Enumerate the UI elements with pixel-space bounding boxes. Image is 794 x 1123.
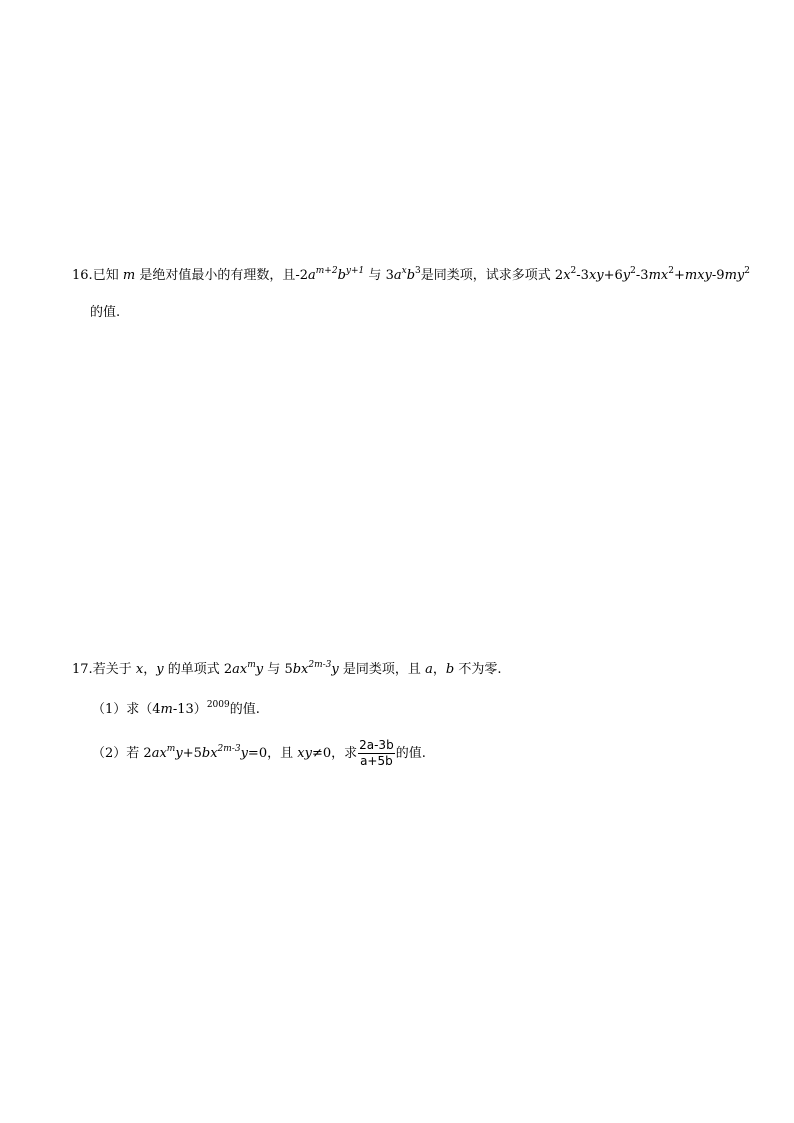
question-17-part-1: （1）求$(4m-13)^{2009}$的值. xyxy=(92,700,260,717)
part-label: （2）若 xyxy=(92,746,140,761)
text: 已知 xyxy=(92,268,119,283)
monomial-2: $3a^xb^3$ xyxy=(385,266,421,283)
fraction-numerator: 2a-3b xyxy=(359,738,394,752)
text: 是同类项，且 xyxy=(342,662,421,677)
text: 是同类项，试求多项式 xyxy=(420,268,551,283)
text: 与 xyxy=(368,268,382,283)
text: 与 xyxy=(267,662,281,677)
var-b: b xyxy=(445,662,455,677)
text: 若关于 xyxy=(92,662,132,677)
text: 的值. xyxy=(90,305,121,320)
part-label: （1）求（4 xyxy=(92,702,161,717)
question-17-line-1: 17.若关于 x，y 的单项式 $2ax^my$ 与 $5bx^{2m-3}y$ 是同类项，且 a，b 不为零. xyxy=(72,660,502,677)
monomial-1: $-2a^{m+2}b^{y+1}$ xyxy=(295,266,365,283)
fraction xyxy=(358,738,395,769)
monomial-2: $5bx^{2m-3}y$ xyxy=(284,660,339,677)
question-16-line-2 xyxy=(90,303,120,323)
var-x: x xyxy=(135,662,144,677)
var-a: a xyxy=(425,662,433,677)
question-17-part-2: （2）若 $2ax^my+5bx^{2m-3}y=0$，且 xy≠0，求 $\frac{2a-3b}{a+5b}$ 的值. xyxy=(92,738,426,768)
var-y: y xyxy=(156,662,164,677)
text: 的单项式 xyxy=(167,662,220,677)
monomial-1: $2ax^my$ xyxy=(223,660,264,677)
question-number: 16. xyxy=(72,268,93,283)
fraction-denominator: a+5b xyxy=(360,754,393,768)
question-number: 17. xyxy=(72,662,93,677)
polynomial: $2x^2-3xy+6y^2-3mx^2+mxy-9my^2$ xyxy=(554,266,750,283)
question-16-line-1 xyxy=(72,266,750,286)
var-m: m xyxy=(122,268,136,283)
text: 不为零. xyxy=(458,662,502,677)
equation: $2ax^my+5bx^{2m-3}y=0$ xyxy=(143,744,268,761)
text: 是绝对值最小的有理数，且 xyxy=(139,268,296,283)
